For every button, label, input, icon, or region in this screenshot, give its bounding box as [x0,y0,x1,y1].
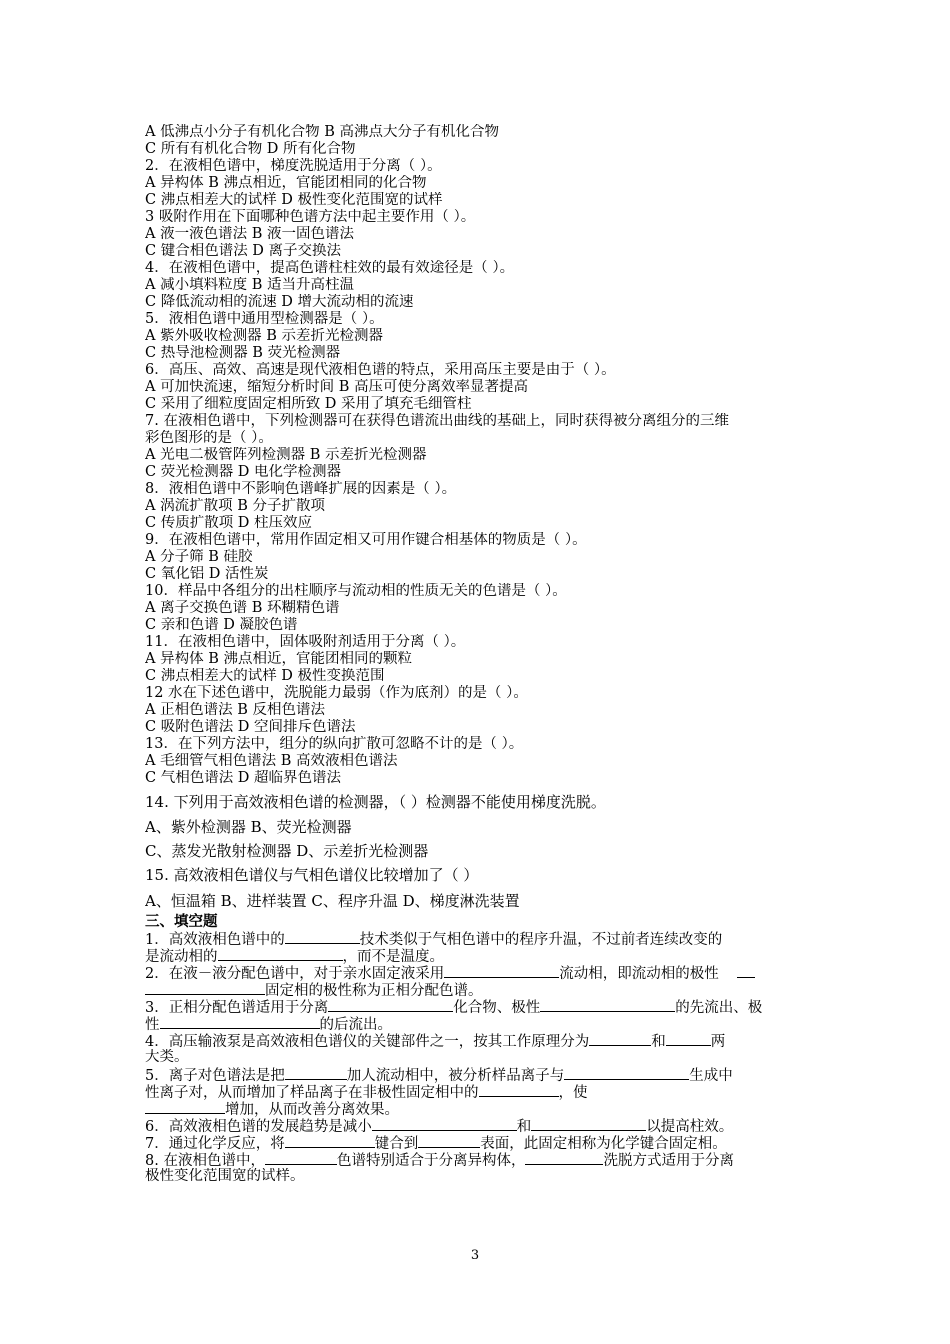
question-14: 14. 下列用于高效液相色谱的检测器，（ ）检测器不能使用梯度洗脱。 [145,793,606,811]
answer-blank [145,981,265,995]
fill-text: 8. 在液相色谱中， [145,1153,265,1169]
question-14-options-cd: C、蒸发光散射检测器 D、示差折光检测器 [145,842,429,860]
fill-text: 的先流出、极 [675,1000,763,1016]
fill-text: 以提高柱效。 [646,1119,734,1135]
question-line: A 涡流扩散项 B 分子扩散项 [145,498,325,514]
section-title: 三、填空题 [145,913,218,930]
question-line: A 毛细管气相色谱法 B 高效液相色谱法 [145,753,398,769]
question-line: C 所有有机化合物 D 所有化合物 [145,141,356,157]
answer-blank [160,1015,320,1029]
fill-text: 的后流出。 [319,1017,392,1033]
fill-text: 2．在液－液分配色谱中，对于亲水固定液采用 [145,966,445,982]
question-line: C 采用了细粒度固定相所致 D 采用了填充毛细管柱 [145,396,472,412]
answer-blank [589,1032,651,1046]
fill-text: ，而不是温度。 [342,949,444,965]
answer-blank [218,947,343,961]
fill-text: 增加，从而改善分离效果。 [225,1102,399,1118]
question-line: 3 吸附作用在下面哪种色谱方法中起主要作用（ ）。 [145,209,476,225]
fill-text: 加人流动相中，被分析样品离子与 [346,1068,565,1084]
question-line: 13．在下列方法中，组分的纵向扩散可忽略不计的是（ ）。 [145,736,524,752]
question-line: C 降低流动相的流速 D 增大流动相的流速 [145,294,414,310]
answer-blank [265,1151,337,1165]
answer-blank [564,1066,689,1080]
answer-blank [444,964,559,978]
question-line: C 键合相色谱法 D 离子交换法 [145,243,342,259]
question-line: C 吸附色谱法 D 空间排斥色谱法 [145,719,356,735]
question-line: A 减小填料粒度 B 适当升高柱温 [145,277,354,293]
question-line: 7. 在液相色谱中，下列检测器可在获得色谱流出曲线的基础上，同时获得被分离组分的三维 [145,413,729,429]
fill-text: 化合物、极性 [453,1000,541,1016]
answer-blank [479,1083,559,1097]
page-number: 3 [470,1248,480,1263]
fill-text: 7．通过化学反应，将 [145,1136,285,1152]
fill-text: 3．正相分配色谱适用于分离 [145,1000,329,1016]
fill-text: 性 [145,1017,160,1033]
question-line: A 紫外吸收检测器 B 示差折光检测器 [145,328,383,344]
question-line: A 液一液色谱法 B 液一固色谱法 [145,226,354,242]
fill-text: 键合到 [374,1136,419,1152]
question-line: 9．在液相色谱中，常用作固定相又可用作键合相基体的物质是（ ）。 [145,532,587,548]
fill-text: 4．高压输液泵是高效液相色谱仪的关键部件之一，按其工作原理分为 [145,1034,590,1050]
question-line: 6．高压、高效、高速是现代液相色谱的特点，采用高压主要是由于（ ）。 [145,362,616,378]
fill-text: 6．高效液相色谱的发展趋势是减小 [145,1119,372,1135]
question-line: A 异构体 B 沸点相近，官能团相同的化合物 [145,175,427,191]
fill-text: 和 [651,1034,666,1050]
question-line: A 离子交换色谱 B 环糊精色谱 [145,600,340,616]
fill-text: 5．离子对色谱法是把 [145,1068,285,1084]
question-line: 11．在液相色谱中，固体吸附剂适用于分离（ ）。 [145,634,466,650]
answer-blank [525,1151,603,1165]
question-line: C 氧化铝 D 活性炭 [145,566,269,582]
fill-text: 性离子对，从而增加了样品离子在非极性固定相中的 [145,1085,479,1101]
answer-blank [285,1134,375,1148]
answer-blank [737,964,755,978]
answer-blank [418,1134,480,1148]
answer-blank [328,998,453,1012]
question-line: C 气相色谱法 D 超临界色谱法 [145,770,342,786]
answer-blank [372,1117,517,1131]
fill-text: 两 [710,1034,726,1050]
question-line: A 光电二极管阵列检测器 B 示差折光检测器 [145,447,427,463]
question-line: C 热导池检测器 B 荧光检测器 [145,345,341,361]
fill-text: ，使 [558,1085,588,1101]
question-line: C 亲和色谱 D 凝胶色谱 [145,617,298,633]
question-line: 5．液相色谱中通用型检测器是（ ）。 [145,311,384,327]
fill-text: 表面，此固定相称为化学键合固定相。 [480,1136,727,1152]
question-line: A 低沸点小分子有机化合物 B 高沸点大分子有机化合物 [145,124,499,140]
fill-text: 1．高效液相色谱中的 [145,932,285,948]
fill-text: 固定相的极性称为正相分配色谱。 [265,983,483,999]
answer-blank [666,1032,711,1046]
question-line: A 异构体 B 沸点相近，官能团相同的颗粒 [145,651,412,667]
question-line: 8．液相色谱中不影响色谱峰扩展的因素是（ ）。 [145,481,457,497]
question-line: 2．在液相色谱中，梯度洗脱适用于分离（ ）。 [145,158,442,174]
answer-blank [285,1066,347,1080]
question-line: 4．在液相色谱中，提高色谱柱柱效的最有效途径是（ ）。 [145,260,515,276]
fill-text: 色谱特别适合于分离异构体， [336,1153,526,1169]
fill-text: 极性变化范围宽的试样。 [145,1168,305,1184]
question-line: A 分子筛 B 硅胶 [145,549,253,565]
question-line: 彩色图形的是（ ）。 [145,430,273,446]
question-line: 10．样品中各组分的出柱顺序与流动相的性质无关的色谱是（ ）。 [145,583,567,599]
question-line: A 正相色谱法 B 反相色谱法 [145,702,325,718]
fill-text: 和 [516,1119,532,1135]
answer-blank [531,1117,646,1131]
question-line: C 沸点相差大的试样 D 极性变化范围宽的试样 [145,192,443,208]
question-line: C 沸点相差大的试样 D 极性变换范围 [145,668,385,684]
fill-text: 大类。 [145,1049,189,1065]
answer-blank [145,1100,225,1114]
answer-blank [540,998,675,1012]
fill-text: 洗脱方式适用于分离 [603,1153,734,1169]
fill-q8-line2 [145,1168,810,1185]
fill-text: 是流动相的 [145,949,218,965]
question-line: C 传质扩散项 D 柱压效应 [145,515,313,531]
question-line: C 荧光检测器 D 电化学检测器 [145,464,342,480]
fill-text: 流动相，即流动相的极性 [559,966,719,982]
answer-blank [285,930,360,944]
question-line: 12 水在下述色谱中，洗脱能力最弱（作为底剂）的是（ ）。 [145,685,528,701]
fill-q4-line2 [145,1049,810,1066]
question-14-options-ab: A、紫外检测器 B、荧光检测器 [145,818,352,836]
fill-text: 生成中 [689,1068,733,1084]
fill-text: 技术类似于气相色谱中的程序升温，不过前者连续改变的 [359,932,723,948]
question-line: A 可加快流速，缩短分析时间 B 高压可使分离效率显著提高 [145,379,528,395]
question-15: 15. 高效液相色谱仪与气相色谱仪比较增加了（ ） [145,866,479,884]
question-15-options: A、恒温箱 B、进样装置 C、程序升温 D、梯度淋洗装置 [145,892,520,910]
